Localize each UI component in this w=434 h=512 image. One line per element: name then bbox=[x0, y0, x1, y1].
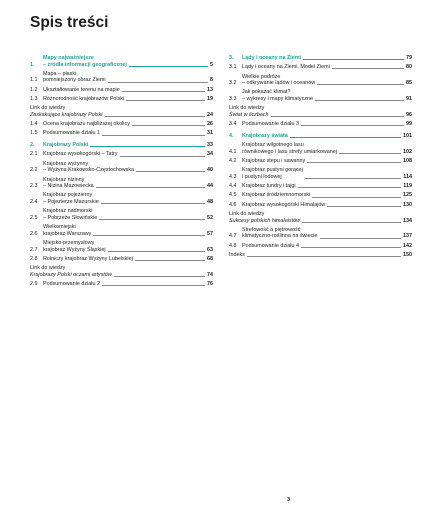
entry-page-number: 91 bbox=[406, 96, 412, 103]
leader-line bbox=[301, 247, 401, 248]
link-topic: Krajobrazy Polski oczami artystów bbox=[30, 271, 112, 278]
entry-title: Indeks bbox=[229, 251, 245, 258]
entry-title: Krajobraz stepu i sawanny bbox=[242, 157, 306, 164]
entry-title: Podsumowanie działu 3 bbox=[242, 121, 299, 128]
entry-page-number: 119 bbox=[403, 183, 412, 190]
entry-page-number: 102 bbox=[403, 148, 412, 155]
toc-item-entry[interactable] bbox=[30, 192, 213, 205]
entry-number: 3.3 bbox=[229, 96, 237, 103]
toc-item-entry[interactable] bbox=[30, 256, 213, 263]
link-title bbox=[229, 211, 300, 224]
entry-number: 4.2 bbox=[229, 157, 237, 164]
toc-link-entry[interactable] bbox=[229, 105, 412, 118]
entry-number: 1. bbox=[30, 61, 35, 68]
leader-line bbox=[298, 187, 402, 188]
entry-title: Różnorodność krajobrazów Polski bbox=[43, 96, 125, 103]
leader-line bbox=[126, 100, 205, 101]
leader-line bbox=[105, 116, 205, 117]
entry-title: Ukształtowanie terenu na mapie bbox=[43, 86, 120, 93]
entry-page-number: 40 bbox=[207, 167, 213, 174]
toc-item-entry[interactable] bbox=[229, 121, 412, 128]
entry-title: Mapa – płaski, pomniejszony obraz Ziemi bbox=[43, 70, 106, 84]
entry-page-number: 134 bbox=[403, 217, 412, 224]
toc-item-entry[interactable] bbox=[30, 130, 213, 137]
leader-line bbox=[120, 156, 206, 157]
entry-number: 4.8 bbox=[229, 242, 237, 249]
entry-title: Wielkie podróże – odkrywanie lądów i oceanów bbox=[242, 73, 316, 87]
page-number: 3 bbox=[287, 497, 291, 503]
entry-number: 1.4 bbox=[30, 121, 38, 128]
entry-title: Lądy i oceany na Ziemi. Model Ziemi bbox=[242, 64, 330, 71]
entry-title: Lądy i oceany na Ziemi bbox=[242, 55, 302, 61]
leader-line bbox=[290, 137, 401, 138]
entry-title: Krajobraz tundry i tajgi bbox=[242, 183, 296, 190]
toc-chapter-entry[interactable] bbox=[229, 133, 412, 140]
entry-number: 1.2 bbox=[30, 86, 38, 93]
entry-page-number: 108 bbox=[403, 157, 412, 164]
leader-line bbox=[114, 276, 205, 277]
entry-title: Jak pokazać klimat? – wykresy i mapy klimatyczne bbox=[242, 89, 313, 103]
leader-line bbox=[129, 66, 208, 67]
leader-line bbox=[96, 187, 205, 188]
leader-line bbox=[101, 203, 205, 204]
entry-page-number: 137 bbox=[403, 233, 412, 240]
entry-number: 3.4 bbox=[229, 121, 237, 128]
link-title bbox=[30, 105, 103, 118]
toc-item-entry[interactable] bbox=[229, 202, 412, 209]
link-label: Link do wiedzy bbox=[30, 265, 66, 272]
entry-page-number: 63 bbox=[207, 246, 213, 253]
entry-number: 4.6 bbox=[229, 201, 237, 208]
leader-line bbox=[339, 153, 401, 154]
leader-line bbox=[102, 285, 205, 286]
entry-number: 1.3 bbox=[30, 96, 38, 103]
toc-left-column bbox=[30, 55, 213, 290]
entry-number: 2.5 bbox=[30, 214, 38, 221]
entry-number: 3.2 bbox=[229, 80, 237, 87]
entry-number: 2.9 bbox=[30, 281, 38, 288]
entry-title: Podsumowanie działu 1 bbox=[43, 130, 100, 137]
entry-page-number: 26 bbox=[207, 121, 213, 128]
entry-number: 3.1 bbox=[229, 64, 237, 71]
entry-page-number: 68 bbox=[207, 255, 213, 262]
toc-item-entry[interactable] bbox=[229, 74, 412, 87]
leader-line bbox=[247, 256, 401, 257]
page-title: Spis treści bbox=[30, 14, 109, 31]
link-title bbox=[229, 105, 269, 118]
entry-title: Krajobraz nizinny – Nizina Mazowiecka bbox=[43, 176, 94, 190]
link-topic: Sukcesy polskich himalaistów bbox=[229, 217, 301, 224]
entry-title: Rolniczy krajobraz Wyżyny Lubelskiej bbox=[43, 255, 133, 262]
entry-number: 4.1 bbox=[229, 148, 237, 155]
entry-number: 4.3 bbox=[229, 173, 237, 180]
leader-line bbox=[317, 84, 404, 85]
toc-item-entry[interactable] bbox=[30, 177, 213, 190]
entry-page-number: 44 bbox=[207, 183, 213, 190]
entry-title: Mapy najważniejsze – źródła informacji geograficznej bbox=[43, 55, 127, 68]
entry-number: 2.7 bbox=[30, 246, 38, 253]
leader-line bbox=[301, 125, 404, 126]
entry-page-number: 5 bbox=[210, 61, 213, 68]
toc-item-entry[interactable] bbox=[229, 167, 412, 180]
entry-number: 1.5 bbox=[30, 130, 38, 137]
link-label: Link do wiedzy bbox=[30, 105, 66, 112]
entry-page-number: 114 bbox=[403, 173, 412, 180]
entry-number: 2.4 bbox=[30, 198, 38, 205]
entry-title: Podsumowanie działu 2 bbox=[43, 281, 100, 288]
entry-number: 4.5 bbox=[229, 192, 237, 199]
entry-page-number: 8 bbox=[210, 77, 213, 84]
link-label: Link do wiedzy bbox=[229, 210, 265, 217]
entry-number: 3. bbox=[229, 55, 234, 61]
link-title bbox=[30, 265, 112, 278]
toc-item-entry[interactable] bbox=[30, 224, 213, 237]
toc-item-entry[interactable] bbox=[229, 192, 412, 199]
leader-line bbox=[332, 68, 404, 69]
entry-title: Krajobraz wysokogórski – Tatry bbox=[43, 151, 118, 158]
entry-page-number: 19 bbox=[207, 96, 213, 103]
entry-title: Wielkomiejski krajobraz Warszawy bbox=[43, 224, 92, 237]
toc-link-entry[interactable] bbox=[30, 105, 213, 118]
link-label: Link do wiedzy bbox=[229, 105, 265, 112]
toc-item-entry[interactable] bbox=[30, 96, 213, 103]
toc-item-entry[interactable] bbox=[229, 89, 412, 102]
toc-item-entry[interactable] bbox=[30, 71, 213, 84]
entry-title: Krajobraz pojezierny – Pojezierze Mazurskie bbox=[43, 192, 99, 205]
entry-title: Podsumowanie działu 4 bbox=[242, 242, 299, 249]
toc-link-entry[interactable] bbox=[229, 211, 412, 224]
leader-line bbox=[122, 91, 205, 92]
entry-page-number: 13 bbox=[207, 86, 213, 93]
entry-page-number: 142 bbox=[403, 242, 412, 249]
entry-title: Krajobrazy Polski bbox=[43, 142, 89, 149]
entry-number: 1.1 bbox=[30, 77, 38, 84]
leader-line bbox=[315, 100, 404, 101]
entry-number: 4. bbox=[229, 132, 234, 139]
entry-page-number: 33 bbox=[207, 142, 213, 149]
entry-title: Krajobraz pustyni gorącej i pustyni lodowej bbox=[242, 167, 303, 180]
leader-line bbox=[132, 125, 205, 126]
toc-item-entry[interactable] bbox=[229, 142, 412, 155]
entry-page-number: 74 bbox=[207, 271, 213, 278]
entry-page-number: 79 bbox=[406, 55, 412, 61]
toc-item-entry[interactable] bbox=[30, 208, 213, 221]
toc-item-entry[interactable] bbox=[30, 151, 213, 158]
entry-number: 2.2 bbox=[30, 167, 38, 174]
toc-link-entry[interactable] bbox=[30, 265, 213, 278]
toc-right-column bbox=[229, 55, 412, 261]
entry-page-number: 48 bbox=[207, 198, 213, 205]
entry-page-number: 76 bbox=[207, 281, 213, 288]
leader-line bbox=[102, 135, 205, 136]
toc-item-entry[interactable] bbox=[229, 243, 412, 250]
entry-number: 4.4 bbox=[229, 183, 237, 190]
entry-page-number: 52 bbox=[207, 214, 213, 221]
leader-line bbox=[271, 116, 404, 117]
entry-page-number: 31 bbox=[207, 130, 213, 137]
entry-number: 2. bbox=[30, 142, 35, 149]
leader-line bbox=[312, 197, 401, 198]
link-topic: Zaskakujące krajobrazy Polski bbox=[30, 111, 103, 118]
entry-title: Strefowość a piętrowość klimatyczno-roślinna na świecie bbox=[242, 226, 318, 240]
leader-line bbox=[320, 238, 402, 239]
toc-item-entry[interactable] bbox=[229, 227, 412, 240]
entry-page-number: 150 bbox=[403, 251, 412, 258]
toc-item-entry[interactable] bbox=[30, 87, 213, 94]
toc-item-entry[interactable] bbox=[30, 161, 213, 174]
toc-chapter-entry[interactable] bbox=[30, 55, 213, 68]
entry-page-number: 57 bbox=[207, 230, 213, 237]
entry-page-number: 80 bbox=[406, 64, 412, 71]
leader-line bbox=[108, 251, 205, 252]
entry-title: Krajobraz nadmorski – Pobrzeże Słowińskie bbox=[43, 208, 98, 221]
entry-number: 2.1 bbox=[30, 151, 38, 158]
leader-line bbox=[136, 171, 205, 172]
entry-title: Krajobraz wyżynny – Wyżyna Krakowsko-Częstochowska bbox=[43, 160, 135, 174]
entry-page-number: 125 bbox=[403, 192, 412, 199]
toc-chapter-entry[interactable] bbox=[229, 55, 412, 62]
entry-title: Ocena krajobrazu najbliższej okolicy bbox=[43, 121, 130, 128]
entry-page-number: 96 bbox=[406, 111, 412, 118]
leader-line bbox=[305, 178, 401, 179]
leader-line bbox=[135, 260, 205, 261]
entry-title: Krajobraz śródziemnomorski bbox=[242, 192, 311, 199]
entry-title: Krajobraz wilgotnego lasu równikowego i lasu strefy umiarkowanej bbox=[242, 142, 337, 155]
entry-title: Miejsko-przemysłowy krajobraz Wyżyny Śląskiej bbox=[43, 240, 106, 253]
entry-page-number: 99 bbox=[406, 121, 412, 128]
toc-item-entry[interactable] bbox=[229, 64, 412, 71]
toc-index-entry[interactable] bbox=[229, 252, 412, 259]
entry-page-number: 130 bbox=[403, 201, 412, 208]
toc-chapter-entry[interactable] bbox=[30, 142, 213, 149]
entry-title: Krajobraz wysokogórski Himalajów bbox=[242, 201, 326, 208]
entry-number: 4.7 bbox=[229, 233, 237, 240]
entry-number: 2.8 bbox=[30, 255, 38, 262]
toc-item-entry[interactable] bbox=[30, 240, 213, 253]
leader-line bbox=[99, 219, 205, 220]
toc-item-entry[interactable] bbox=[30, 281, 213, 288]
leader-line bbox=[93, 235, 205, 236]
entry-number: 2.6 bbox=[30, 230, 38, 237]
toc-item-entry[interactable] bbox=[229, 183, 412, 190]
leader-line bbox=[327, 206, 401, 207]
entry-page-number: 24 bbox=[207, 111, 213, 118]
entry-number: 2.3 bbox=[30, 183, 38, 190]
link-topic: Świat w liczbach bbox=[229, 111, 269, 118]
leader-line bbox=[302, 222, 401, 223]
leader-line bbox=[303, 59, 404, 60]
leader-line bbox=[90, 146, 205, 147]
leader-line bbox=[108, 82, 208, 83]
leader-line bbox=[307, 162, 401, 163]
entry-page-number: 85 bbox=[406, 80, 412, 87]
entry-title: Krajobrazy świata bbox=[242, 132, 288, 139]
entry-page-number: 34 bbox=[207, 151, 213, 158]
toc-item-entry[interactable] bbox=[229, 158, 412, 165]
entry-page-number: 101 bbox=[403, 132, 412, 139]
toc-item-entry[interactable] bbox=[30, 121, 213, 128]
